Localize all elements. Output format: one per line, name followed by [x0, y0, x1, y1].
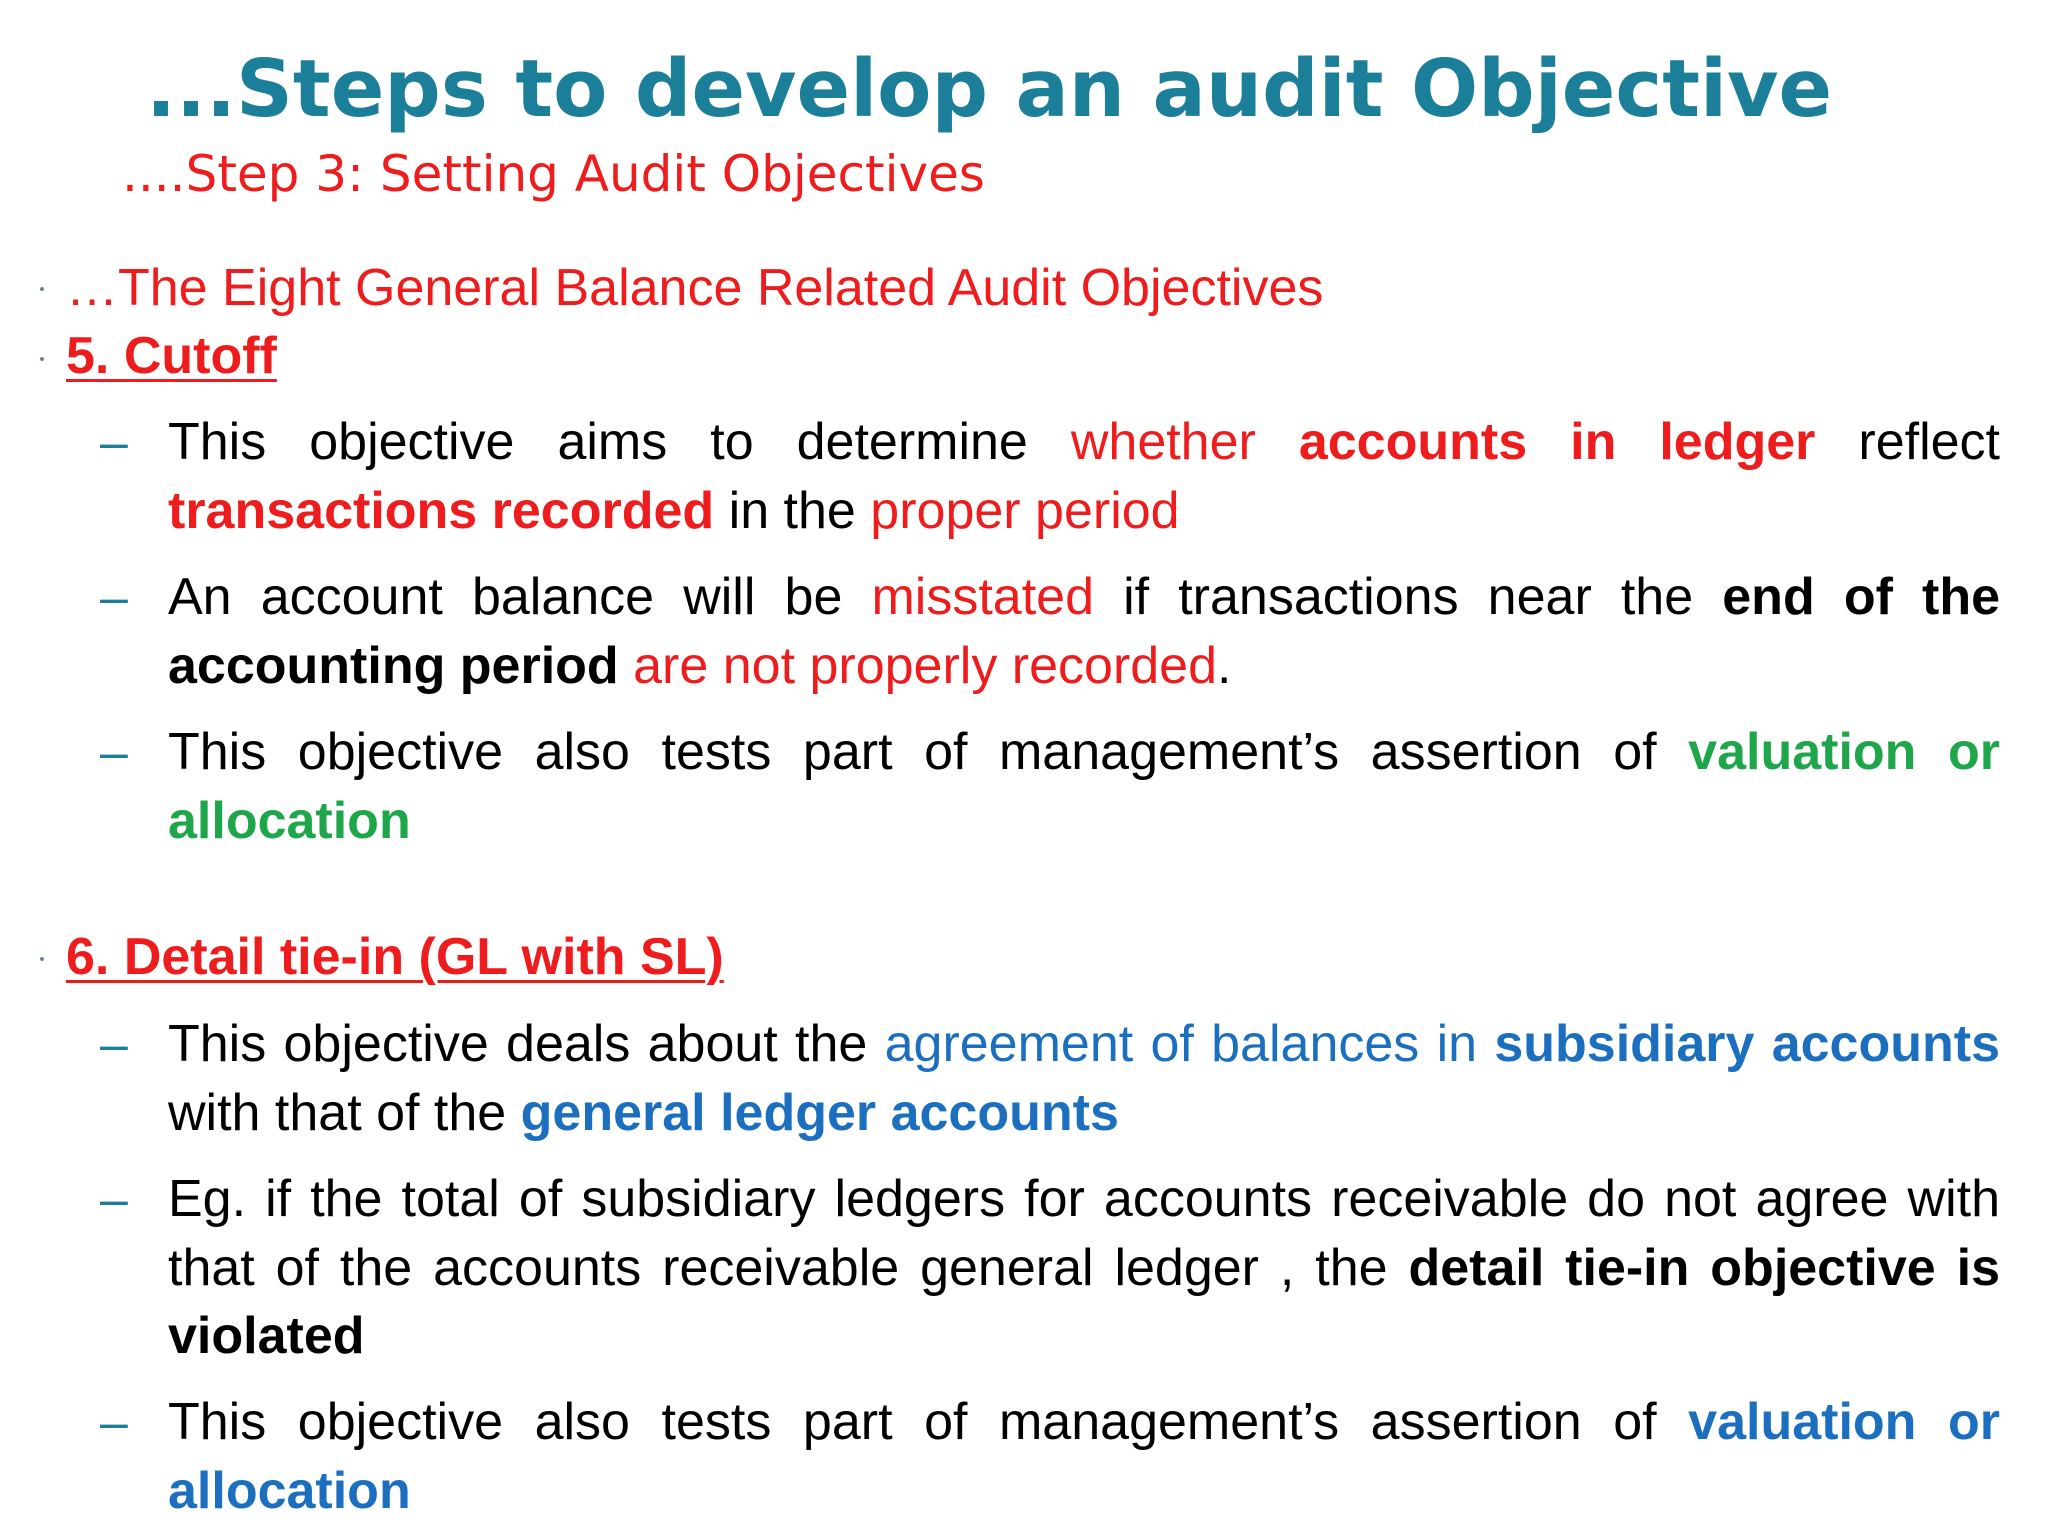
- text-run: .: [1217, 636, 1232, 695]
- text-run: in the: [714, 481, 871, 540]
- dash-bullet: –: [100, 414, 128, 470]
- dash-bullet: –: [100, 1171, 128, 1227]
- section-5-para-2: [168, 563, 2000, 700]
- intro-line: …The Eight General Balance Related Audit Objectives: [66, 259, 1324, 317]
- text-run: [619, 637, 633, 695]
- section-5-para-1: [168, 408, 2000, 545]
- text-run: agreement of balances in: [884, 1015, 1495, 1073]
- section-5-heading-text: 5. Cutoff: [66, 327, 277, 385]
- text-run: detail tie-in objective is violated: [168, 1238, 2000, 1365]
- text-run: valuation or allocation: [168, 1393, 2000, 1520]
- text-run: reflect: [1815, 413, 2000, 471]
- text-run: accounts in ledger: [1298, 413, 1816, 471]
- text-run: general ledger accounts: [520, 1083, 1119, 1142]
- section-6-para-1: [168, 1010, 2000, 1147]
- section-5-para-3: [168, 718, 2000, 855]
- section-6-para-3: [168, 1388, 2000, 1525]
- text-run: This objective aims to determine: [168, 413, 1071, 471]
- dash-bullet: –: [100, 724, 128, 780]
- slide-subtitle: ....Step 3: Setting Audit Objectives: [122, 145, 985, 203]
- text-run: end of the accounting period: [168, 568, 2001, 695]
- text-run: Eg. if the total of subsidiary ledgers for accounts receivable do not agree with that of the accounts receivable general ledger , the: [168, 1170, 2000, 1297]
- section-6-para-2: [168, 1165, 2000, 1371]
- text-run: This objective also tests part of management’s assertion of: [168, 723, 1689, 781]
- text-run: proper period: [870, 481, 1180, 540]
- section-5-heading: [66, 324, 277, 388]
- dash-bullet: –: [100, 1394, 128, 1450]
- text-run: An account balance will be: [168, 568, 872, 626]
- text-run: subsidiary accounts: [1494, 1015, 2000, 1073]
- section-6-heading-text: 6. Detail tie-in (GL with SL): [66, 928, 724, 986]
- text-run: transactions recorded: [168, 481, 715, 540]
- bullet-dot: [40, 287, 44, 291]
- text-run: misstated: [871, 568, 1094, 626]
- slide-title: ...Steps to develop an audit Objective: [146, 43, 1833, 135]
- text-run: This objective deals about the: [168, 1015, 885, 1073]
- dash-bullet: –: [100, 1016, 128, 1072]
- text-run: This objective also tests part of management’s assertion of: [168, 1393, 1689, 1451]
- bullet-dot: [40, 957, 44, 961]
- bullet-dot: [40, 357, 44, 361]
- text-run: if transactions near the: [1094, 568, 1723, 626]
- text-run: with that of the: [168, 1083, 521, 1142]
- text-run: whether: [1070, 413, 1299, 471]
- text-run: are not properly recorded: [633, 636, 1218, 695]
- section-6-heading: [66, 925, 724, 989]
- dash-bullet: –: [100, 569, 128, 625]
- text-run: valuation or allocation: [168, 723, 2000, 850]
